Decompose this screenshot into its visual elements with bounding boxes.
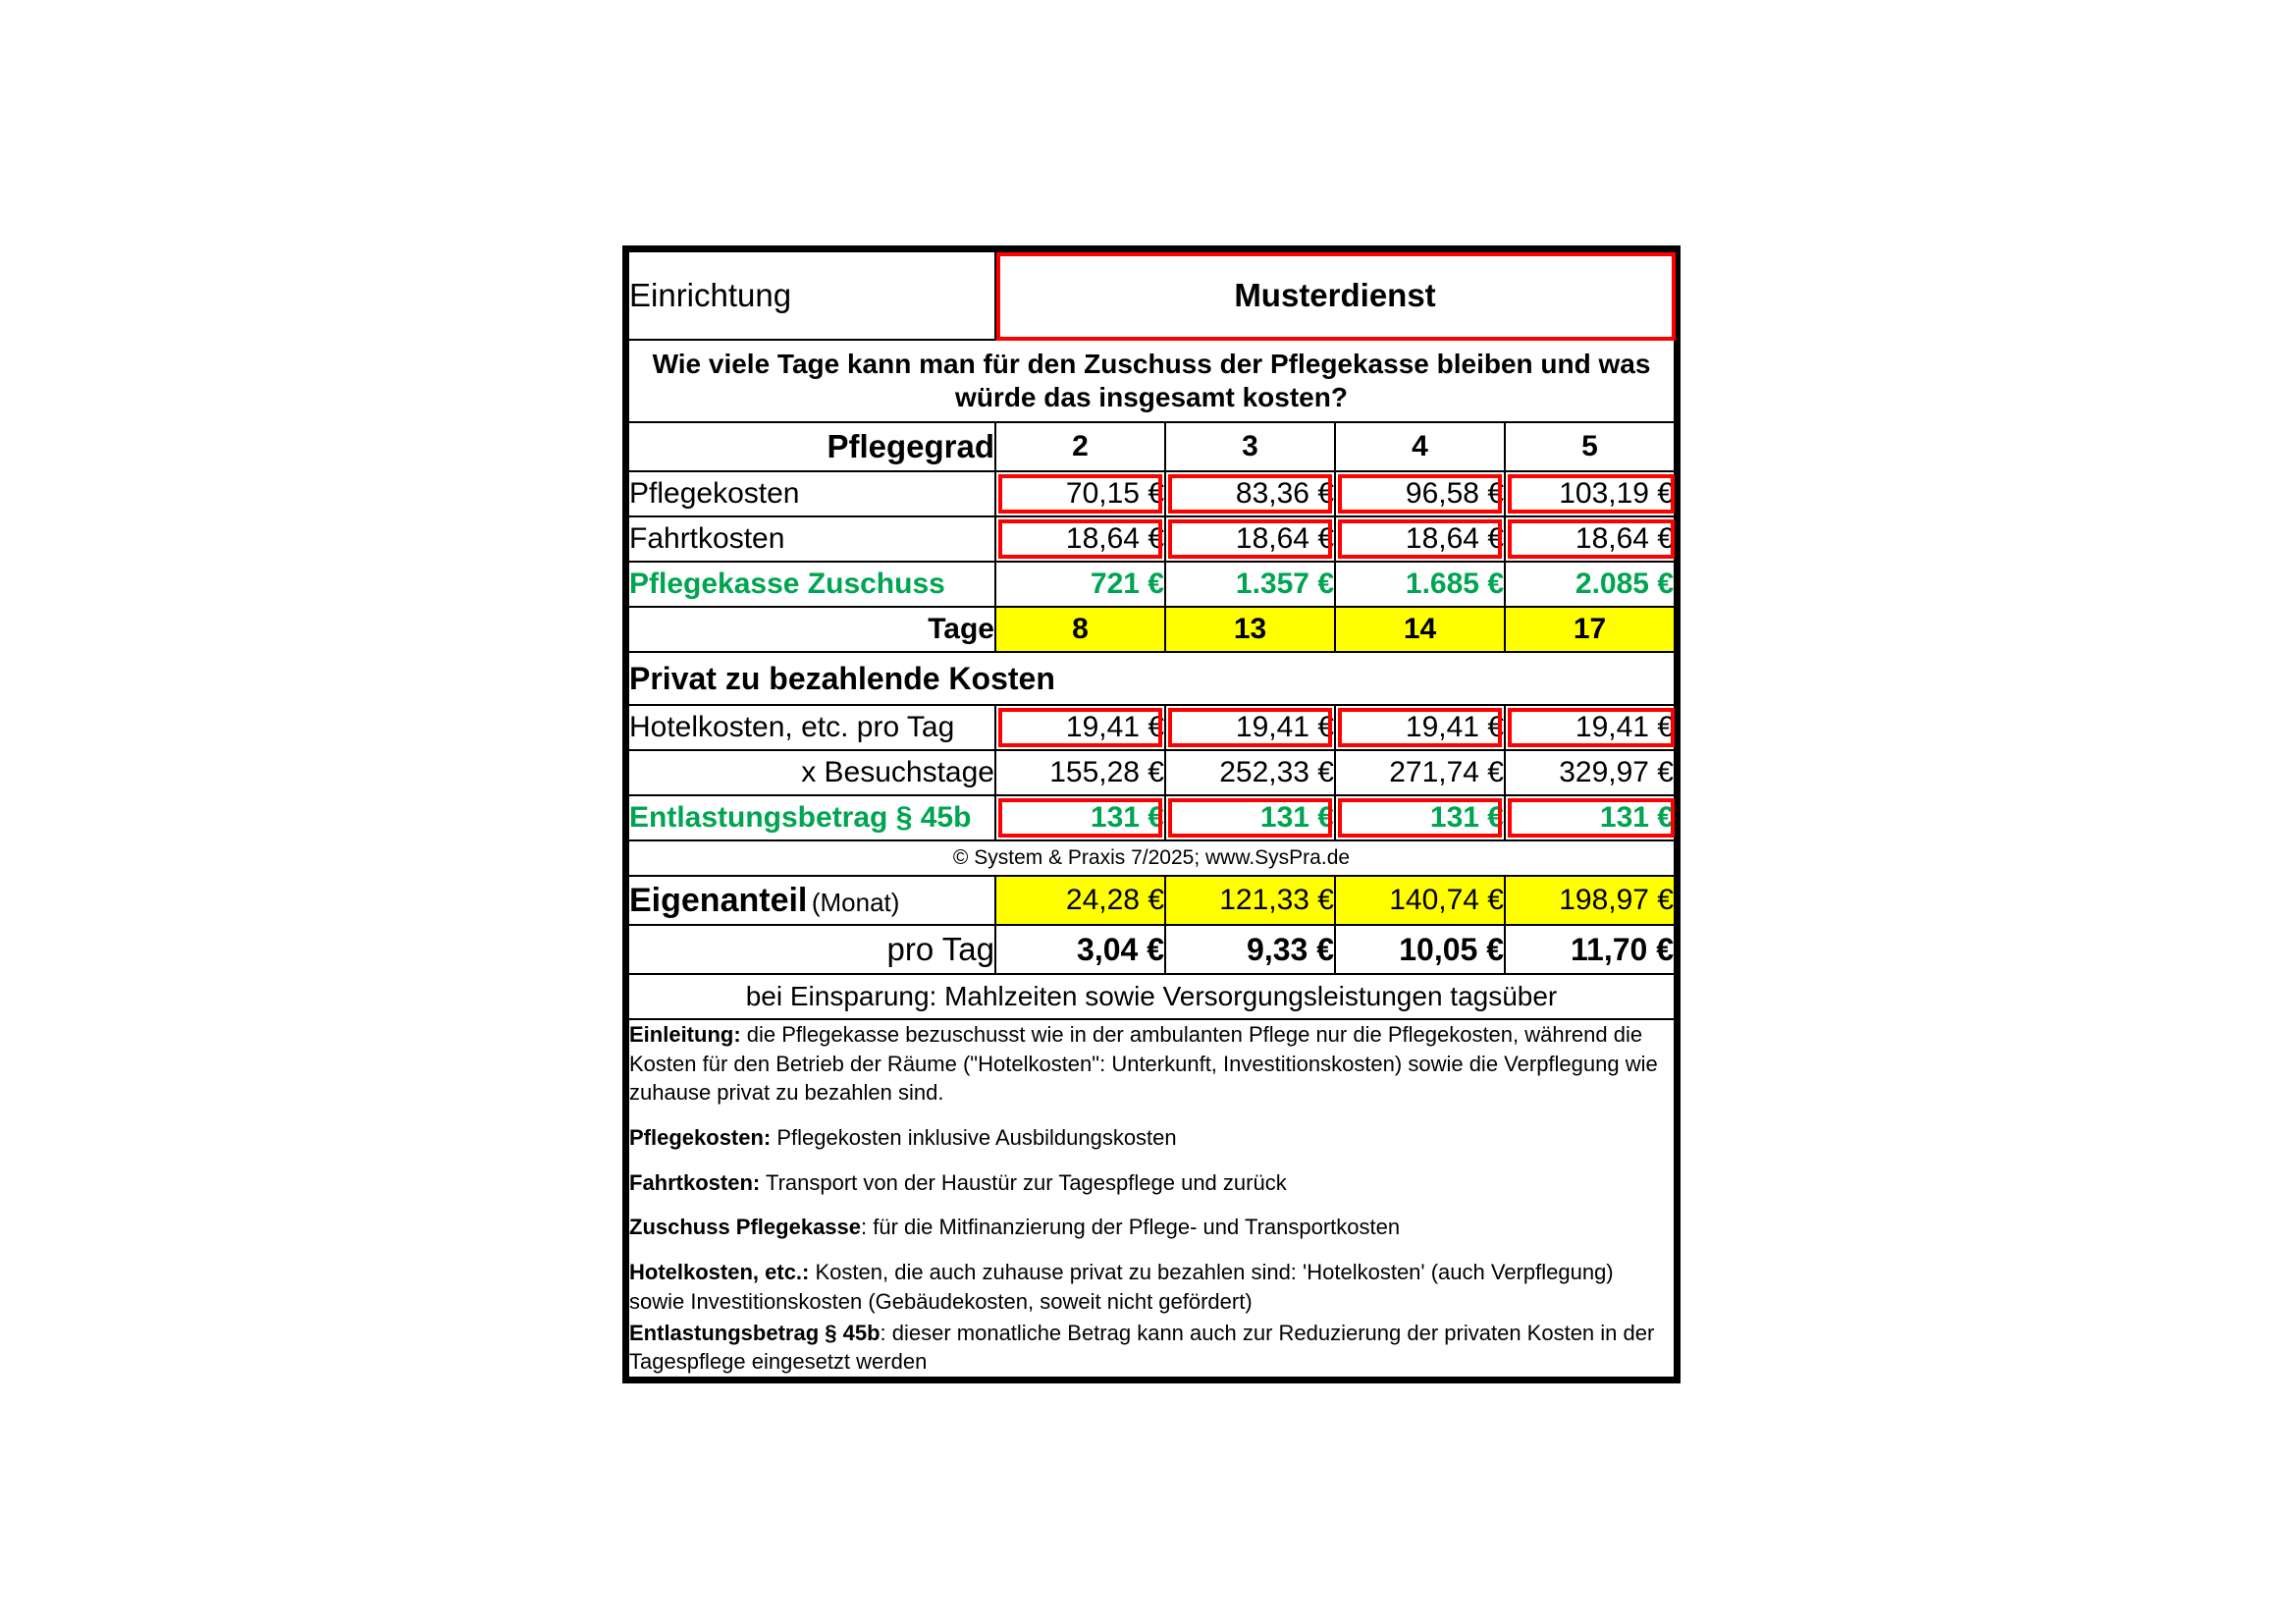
cell-value: 103,19 €: [1559, 477, 1674, 510]
copyright-row: [628, 840, 1675, 876]
facility-row: [628, 251, 1675, 340]
cell-value: 19,41 €: [1235, 711, 1334, 743]
table-row: [628, 562, 1675, 607]
cell-value: 18,64 €: [1065, 522, 1164, 555]
cell-besuchstage-pg3: 252,33 €: [1165, 750, 1335, 795]
facility-name-cell: [995, 251, 1675, 340]
table-row: [628, 705, 1675, 750]
row-label-eigenanteil: [628, 876, 995, 925]
note-term: Hotelkosten, etc.:: [629, 1260, 810, 1285]
table-row: [628, 516, 1675, 562]
cell-value: 131 €: [1429, 801, 1504, 834]
row-label-tage: Tage: [628, 607, 995, 652]
row-label-hotelkosten: Hotelkosten, etc. pro Tag: [628, 705, 995, 750]
notes-row: [628, 1019, 1675, 1378]
cell-hotelkosten-pg3: [1165, 705, 1335, 750]
note-term: Einleitung:: [629, 1022, 741, 1047]
facility-name: Musterdienst: [1234, 277, 1436, 313]
note-text: : dieser monatliche Betrag kann auch zur Reduzierung der privaten Kosten in der Tagespflege eingesetzt werden: [629, 1320, 1655, 1375]
note-text: Kosten, die auch zuhause privat zu bezahlen sind: 'Hotelkosten' (auch Verpflegung) sowie Investitionskosten (Gebäudekosten, soweit nicht gefördert): [629, 1260, 1614, 1314]
cell-hotelkosten-pg5: [1505, 705, 1675, 750]
cell-tage-pg2: 8: [995, 607, 1165, 652]
cell-eigenanteil-pg3: 121,33 €: [1165, 876, 1335, 925]
pflegegrad-label: Pflegegrad: [628, 422, 995, 471]
cell-pro-tag-pg3: 9,33 €: [1165, 925, 1335, 974]
pro-tag-row: [628, 925, 1675, 974]
cell-entlastung-pg5: [1505, 795, 1675, 840]
cell-value: 18,64 €: [1575, 522, 1674, 555]
row-label-pro-tag: pro Tag: [628, 925, 995, 974]
notes-block: [629, 1020, 1674, 1377]
savings-note-row: [628, 974, 1675, 1019]
cell-zuschuss-pg5: 2.085 €: [1505, 562, 1675, 607]
table-row: [628, 607, 1675, 652]
cell-value: 19,41 €: [1405, 711, 1504, 743]
cell-pflegekosten-pg4: [1335, 471, 1505, 516]
question-row: [628, 340, 1675, 422]
note-term: Pflegekosten:: [629, 1125, 772, 1151]
cell-eigenanteil-pg5: 198,97 €: [1505, 876, 1675, 925]
cost-table: [627, 250, 1676, 1379]
row-label-pflegekasse-zuschuss: Pflegekasse Zuschuss: [628, 562, 995, 607]
cell-besuchstage-pg2: 155,28 €: [995, 750, 1165, 795]
cell-tage-pg4: 14: [1335, 607, 1505, 652]
cell-value: 18,64 €: [1235, 522, 1334, 555]
private-costs-section-header: [628, 652, 1675, 705]
cell-entlastung-pg4: [1335, 795, 1505, 840]
pflegegrad-header-row: [628, 422, 1675, 471]
cell-value: 19,41 €: [1575, 711, 1674, 743]
note-term: Zuschuss Pflegekasse: [629, 1215, 862, 1240]
eigenanteil-label-sub: (Monat): [811, 887, 900, 917]
cell-value: 131 €: [1090, 801, 1164, 834]
note-text: die Pflegekasse bezuschusst wie in der ambulanten Pflege nur die Pflegekosten, während die Kosten für den Betrieb der Räume ("Hotelkosten": Unterkunft, Investitionskosten) sowie die Verpflegung wie zuhause privat zu bezahlen sind.: [629, 1022, 1658, 1106]
tagespflege-cost-sheet: [622, 245, 1681, 1383]
note-text: Transport von der Haustür zur Tagespflege und zurück: [760, 1169, 1287, 1195]
row-label-entlastungsbetrag: Entlastungsbetrag § 45b: [628, 795, 995, 840]
pflegegrad-col-5: 5: [1505, 422, 1675, 471]
note-term: Fahrtkosten:: [629, 1169, 761, 1195]
cell-pro-tag-pg4: 10,05 €: [1335, 925, 1505, 974]
note-hotelkosten: [629, 1258, 1674, 1316]
facility-label: Einrichtung: [628, 251, 995, 340]
question-text: Wie viele Tage kann man für den Zuschuss der Pflegekasse bleiben und was würde das insgesamt kosten?: [628, 340, 1675, 422]
note-entlastungsbetrag: [629, 1319, 1674, 1377]
cell-besuchstage-pg5: 329,97 €: [1505, 750, 1675, 795]
eigenanteil-row: [628, 876, 1675, 925]
row-label-fahrtkosten: Fahrtkosten: [628, 516, 995, 562]
cell-fahrtkosten-pg2: [995, 516, 1165, 562]
row-label-pflegekosten: Pflegekosten: [628, 471, 995, 516]
savings-note-text: bei Einsparung: Mahlzeiten sowie Versorgungsleistungen tagsüber: [628, 974, 1675, 1019]
cell-value: 83,36 €: [1235, 477, 1334, 510]
cell-pflegekosten-pg5: [1505, 471, 1675, 516]
cell-eigenanteil-pg2: 24,28 €: [995, 876, 1165, 925]
note-fahrtkosten: [629, 1168, 1674, 1198]
table-row: [628, 750, 1675, 795]
cell-value: 18,64 €: [1405, 522, 1504, 555]
cell-tage-pg5: 17: [1505, 607, 1675, 652]
private-costs-title: Privat zu bezahlende Kosten: [628, 652, 1675, 705]
cell-hotelkosten-pg4: [1335, 705, 1505, 750]
cell-hotelkosten-pg2: [995, 705, 1165, 750]
row-label-besuchstage: x Besuchstage: [628, 750, 995, 795]
note-einleitung: [629, 1020, 1674, 1108]
cell-zuschuss-pg2: 721 €: [995, 562, 1165, 607]
cell-value: 131 €: [1259, 801, 1334, 834]
cell-fahrtkosten-pg3: [1165, 516, 1335, 562]
note-term: Entlastungsbetrag § 45b: [629, 1320, 881, 1345]
cell-value: 131 €: [1599, 801, 1674, 834]
cell-zuschuss-pg3: 1.357 €: [1165, 562, 1335, 607]
cell-pflegekosten-pg3: [1165, 471, 1335, 516]
cell-pro-tag-pg5: 11,70 €: [1505, 925, 1675, 974]
cell-fahrtkosten-pg5: [1505, 516, 1675, 562]
table-row: [628, 795, 1675, 840]
cell-tage-pg3: 13: [1165, 607, 1335, 652]
cell-zuschuss-pg4: 1.685 €: [1335, 562, 1505, 607]
cell-fahrtkosten-pg4: [1335, 516, 1505, 562]
cell-besuchstage-pg4: 271,74 €: [1335, 750, 1505, 795]
cell-pflegekosten-pg2: [995, 471, 1165, 516]
cell-entlastung-pg3: [1165, 795, 1335, 840]
cell-value: 70,15 €: [1065, 477, 1164, 510]
note-pflegekosten: [629, 1123, 1674, 1153]
cell-value: 96,58 €: [1405, 477, 1504, 510]
pflegegrad-col-4: 4: [1335, 422, 1505, 471]
eigenanteil-label-main: Eigenanteil: [629, 881, 808, 919]
note-zuschuss-pflegekasse: [629, 1213, 1674, 1242]
copyright-text: © System & Praxis 7/2025; www.SysPra.de: [628, 840, 1675, 876]
cell-eigenanteil-pg4: 140,74 €: [1335, 876, 1505, 925]
cell-entlastung-pg2: [995, 795, 1165, 840]
table-row: [628, 471, 1675, 516]
pflegegrad-col-3: 3: [1165, 422, 1335, 471]
pflegegrad-col-2: 2: [995, 422, 1165, 471]
note-text: Pflegekosten inklusive Ausbildungskosten: [771, 1125, 1177, 1151]
cell-pro-tag-pg2: 3,04 €: [995, 925, 1165, 974]
cell-value: 19,41 €: [1065, 711, 1164, 743]
note-text: : für die Mitfinanzierung der Pflege- und Transportkosten: [861, 1215, 1401, 1240]
